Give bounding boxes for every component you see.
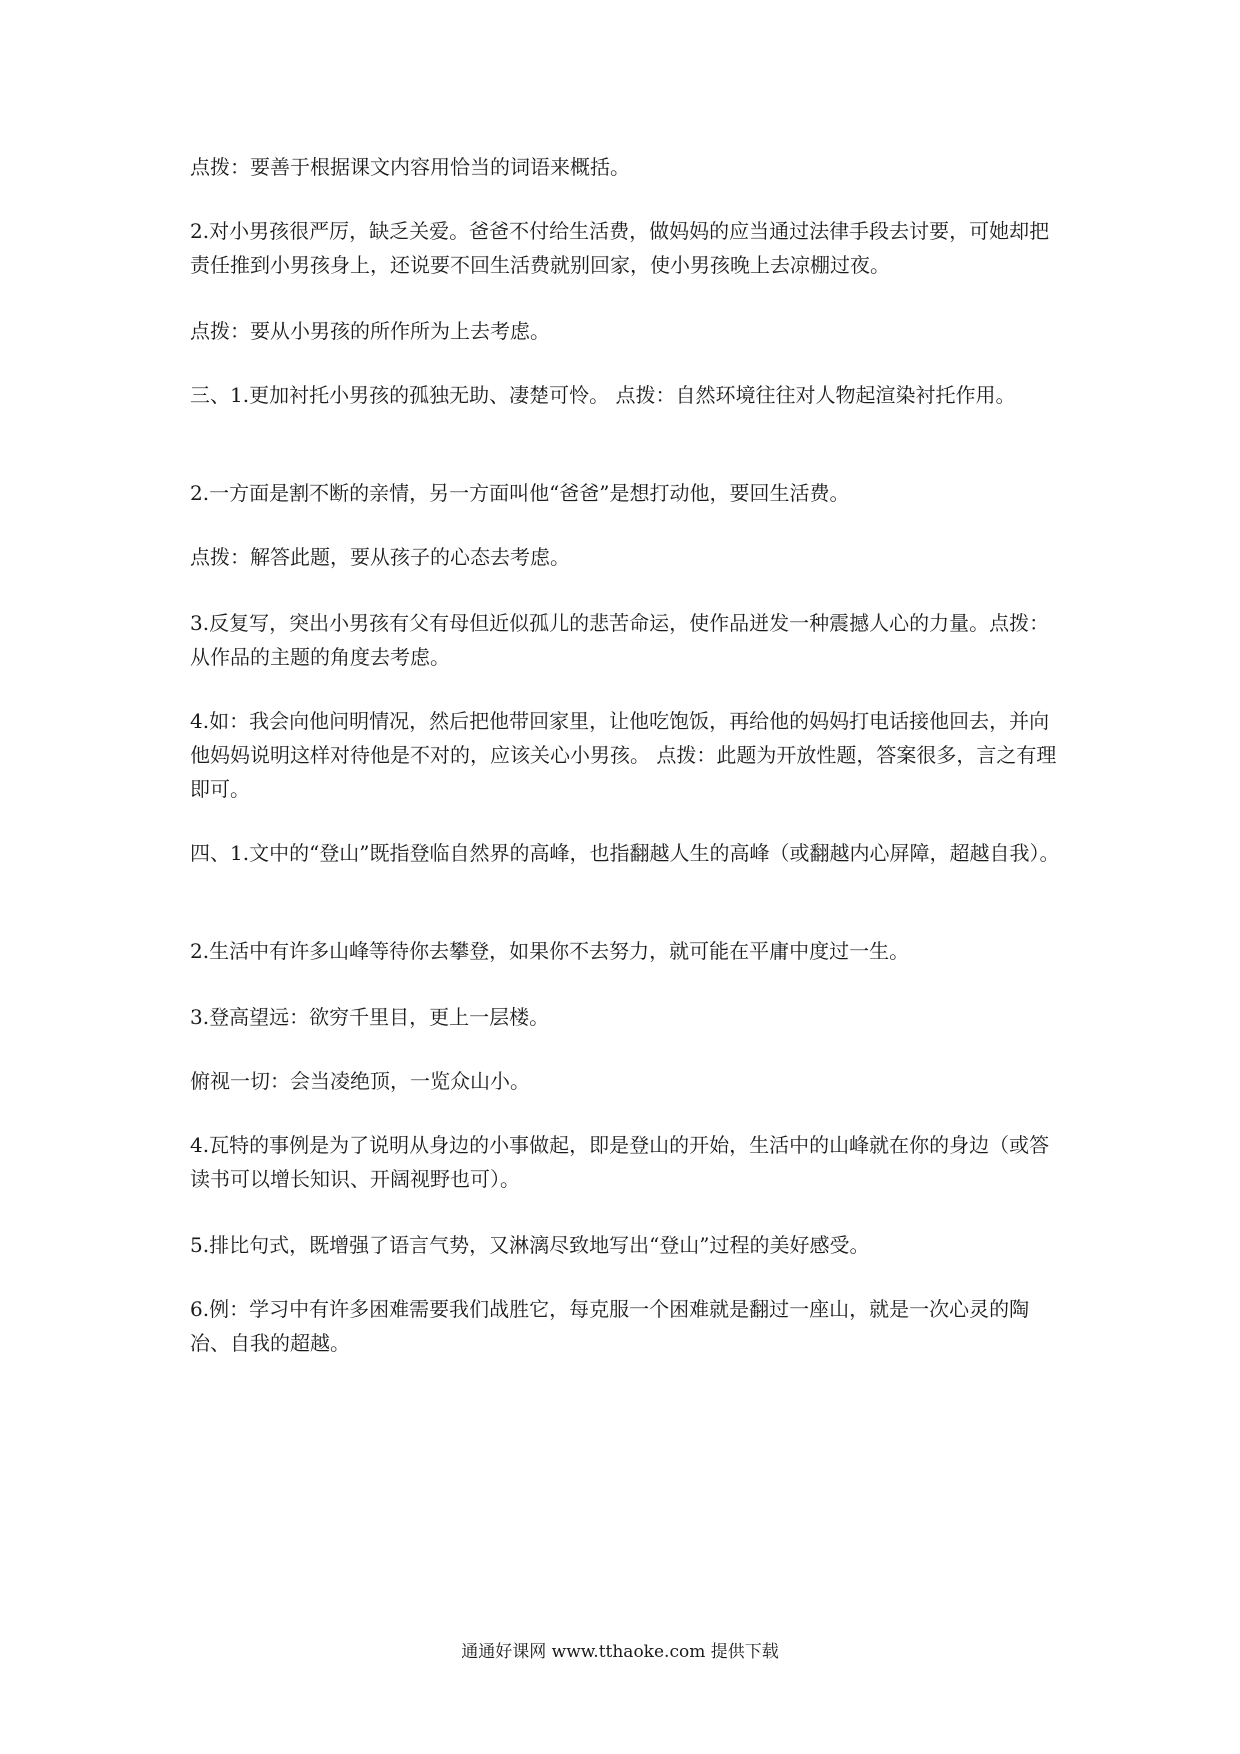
section-3-answer-2: 2.一方面是割不断的亲情，另一方面叫他“爸爸”是想打动他，要回生活费。 [190, 481, 850, 505]
section-4-answer-3: 3.登高望远：欲穷千里目，更上一层楼。 [190, 1005, 550, 1029]
footer-source: 通通好课网 www.tthaoke.com 提供下载 [461, 1642, 779, 1662]
section-3-answer-1: 三、1.更加衬托小男孩的孤独无助、凄楚可怜。 点拨：自然环境往往对人物起渲染衬托作用。 [190, 383, 1016, 407]
section-4-answer-4: 4.瓦特的事例是为了说明从身边的小事做起，即是登山的开始，生活中的山峰就在你的身边（或答读书可以增长知识、开阔视野也可）。 [190, 1133, 1050, 1191]
section-3-answer-4: 4.如：我会向他问明情况，然后把他带回家里，让他吃饱饭，再给他的妈妈打电话接他回去，并向他妈妈说明这样对待他是不对的，应该关心小男孩。 点拨：此题为开放性题，答案很多，言之有理即可。 [190, 709, 1057, 801]
section-4-answer-5: 5.排比句式，既增强了语言气势，又淋漓尽致地写出“登山”过程的美好感受。 [190, 1233, 870, 1257]
answer-hint-1: 点拨：要善于根据课文内容用恰当的词语来概括。 [190, 155, 630, 179]
answer-hint-2: 点拨：要从小男孩的所作所为上去考虑。 [190, 319, 550, 343]
section-4-answer-2: 2.生活中有许多山峰等待你去攀登，如果你不去努力，就可能在平庸中度过一生。 [190, 939, 910, 963]
section-4-answer-6: 6.例：学习中有许多困难需要我们战胜它，每克服一个困难就是翻过一座山，就是一次心灵的陶冶、自我的超越。 [190, 1297, 1030, 1355]
section-3-answer-3: 3.反复写，突出小男孩有父有母但近似孤儿的悲苦命运，使作品迸发一种震撼人心的力量。点拨：从作品的主题的角度去考虑。 [190, 611, 1050, 669]
section-4-answer-1: 四、1.文中的“登山”既指登临自然界的高峰，也指翻越人生的高峰（或翻越内心屏障，超越自我）。 [190, 841, 1060, 865]
section-3-hint-2: 点拨：解答此题，要从孩子的心态去考虑。 [190, 545, 570, 569]
answer-2: 2.对小男孩很严厉，缺乏关爱。爸爸不付给生活费，做妈妈的应当通过法律手段去讨要，可她却把责任推到小男孩身上，还说要不回生活费就别回家，使小男孩晚上去凉棚过夜。 [190, 219, 1050, 277]
section-4-answer-3b: 俯视一切：会当凌绝顶，一览众山小。 [190, 1069, 530, 1093]
